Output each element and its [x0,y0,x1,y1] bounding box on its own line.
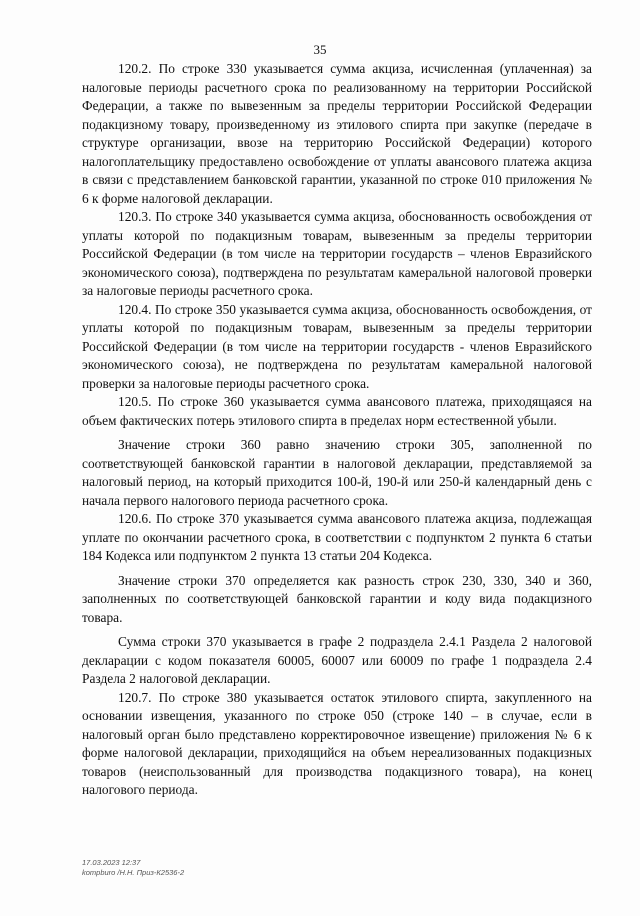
paragraph-120-2: 120.2. По строке 330 указывается сумма акциза, исчисленная (уплаченная) за налоговые периоды расчетного срока по реализованному на территории Российской Федерации, а также по вывезенным за пределы территории Российской Федерации подакцизному товару, произведенному из этилового спирта при закупке (передаче в структуре организации, ввозе на территорию Российской Федерации) которого налогоплательщику предоставлено освобождение от уплаты авансового платежа акциза в связи с представлением банковской гарантии, указанной по строке 010 приложения № 6 к форме налоговой декларации. [82,61,592,206]
paragraph-120-6: 120.6. По строке 370 указывается сумма авансового платежа акциза, подлежащая уплате по окончании расчетного срока, в соответствии с подпунктом 2 пункта 6 статьи 184 Кодекса или подпунктом 2 пункта 13 статьи 204 Кодекса. [82,511,592,563]
page-number: 35 [313,42,327,57]
footer-stamp [82,858,184,878]
footer-timestamp: 17.03.2023 12:37 [82,858,141,867]
paragraph-120-4: 120.4. По строке 350 указывается сумма акциза, обоснованность освобождения, от уплаты которой по подакцизным товарам, вывезенным за пределы территории Российской Федерации (в том числе на территории государств - членов Евразийского экономического союза), не подтверждена по результатам камеральной налоговой проверки за налоговые периоды расчетного срока. [82,301,592,391]
paragraph-120-7: 120.7. По строке 380 указывается остаток этилового спирта, закупленного на основании извещения, указанного по строке 050 (строке 140 – в случае, если в налоговый орган было представлено корректировочное извещение) приложения № 6 к форме налоговой декларации, приходящийся на объем нереализованных подакцизных товаров (неиспользованный для производства подакцизного товара), на конец налогового периода. [82,689,592,797]
document-body [82,60,592,800]
paragraph-120-3: 120.3. По строке 340 указывается сумма акциза, обоснованность освобождения от уплаты которой по подакцизным товарам, вывезенным за пределы территории Российской Федерации (в том числе на территории государств – членов Евразийского экономического союза), подтверждена по результатам камеральной налоговой проверки за налоговые периоды расчетного срока. [82,209,592,298]
paragraph-line-360-value: Значение строки 360 равно значению строки 305, заполненной по соответствующей банковской гарантии в налоговой декларации, представляемой за налоговый период, на который приходится 100-й, 190-й или 250-й календарный день с начала первого налогового периода расчетного срока. [82,437,592,508]
paragraph-120-5: 120.5. По строке 360 указывается сумма авансового платежа, приходящаяся на объем фактических потерь этилового спирта в пределах норм естественной убыли. [82,394,592,428]
footer-author: kompburo /Н.Н. Приз-К2536-2 [82,868,185,877]
paragraph-line-370-sum: Сумма строки 370 указывается в графе 2 подраздела 2.4.1 Раздела 2 налоговой декларации с кодом показателя 60005, 60007 или 60009 по графе 1 подраздела 2.4 Раздела 2 налоговой декларации. [82,634,592,686]
paragraph-line-370-value: Значение строки 370 определяется как разность строк 230, 330, 340 и 360, заполненных по соответствующей банковской гарантии и коду вида подакцизного товара. [82,572,592,625]
